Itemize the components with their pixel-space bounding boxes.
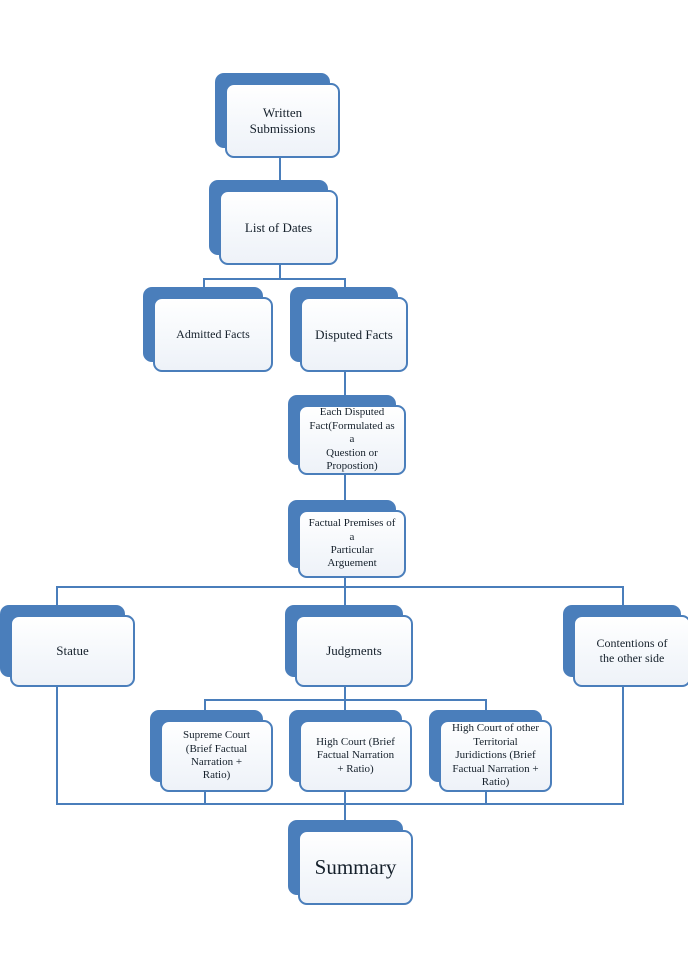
node-admitted-facts[interactable] [143,287,263,362]
node-card [298,510,406,578]
node-written-submissions[interactable] [215,73,330,148]
connector-bottom-bus [56,803,623,805]
node-each-disputed-fact[interactable] [288,395,396,473]
node-card [160,720,273,792]
node-label: Written Submissions [249,104,316,136]
node-label: High Court (Brief Factual Narration + Ratio) [316,735,395,775]
node-card [439,720,552,792]
connector-list-down [279,265,281,279]
node-label: Statue [56,643,89,659]
node-label: Supreme Court (Brief Factual Narration + Ratio) [183,729,250,782]
node-disputed-facts[interactable] [290,287,398,362]
node-card [225,83,340,158]
node-card [295,615,413,687]
connector-written-to-list [279,158,281,180]
node-label: Each Disputed Fact(Formulated as a Question or Propostion) [309,406,395,473]
node-card [153,297,273,372]
node-card [299,720,412,792]
node-card [573,615,688,687]
node-card [10,615,135,687]
node-card [298,405,406,475]
node-statue[interactable] [0,605,125,677]
node-factual-premises[interactable] [288,500,396,568]
node-high-court-other-territorial[interactable] [429,710,542,789]
node-label: Admitted Facts [176,327,250,342]
node-contentions-other-side[interactable] [563,605,681,677]
node-card [300,297,408,372]
node-label: Factual Premises of a Particular Arguement [308,517,396,570]
node-label: Judgments [326,643,382,659]
node-label: Summary [314,854,397,879]
node-judgments[interactable] [285,605,403,677]
node-label: High Court of other Territorial Juridictions (Brief Factual Narration + Ratio) [451,722,540,789]
node-label: Disputed Facts [315,326,393,342]
node-card [219,190,338,265]
node-label: Contentions of the other side [596,636,668,665]
connector-split-facts [203,278,345,280]
node-list-of-dates[interactable] [209,180,328,255]
node-supreme-court[interactable] [150,710,263,782]
node-label: List of Dates [244,219,313,235]
connector-statue-down [56,677,58,805]
connector-branch-bus [56,586,623,588]
node-high-court[interactable] [289,710,402,782]
node-card [298,830,413,905]
connector-contentions-down [622,677,624,805]
node-summary[interactable] [288,820,403,895]
